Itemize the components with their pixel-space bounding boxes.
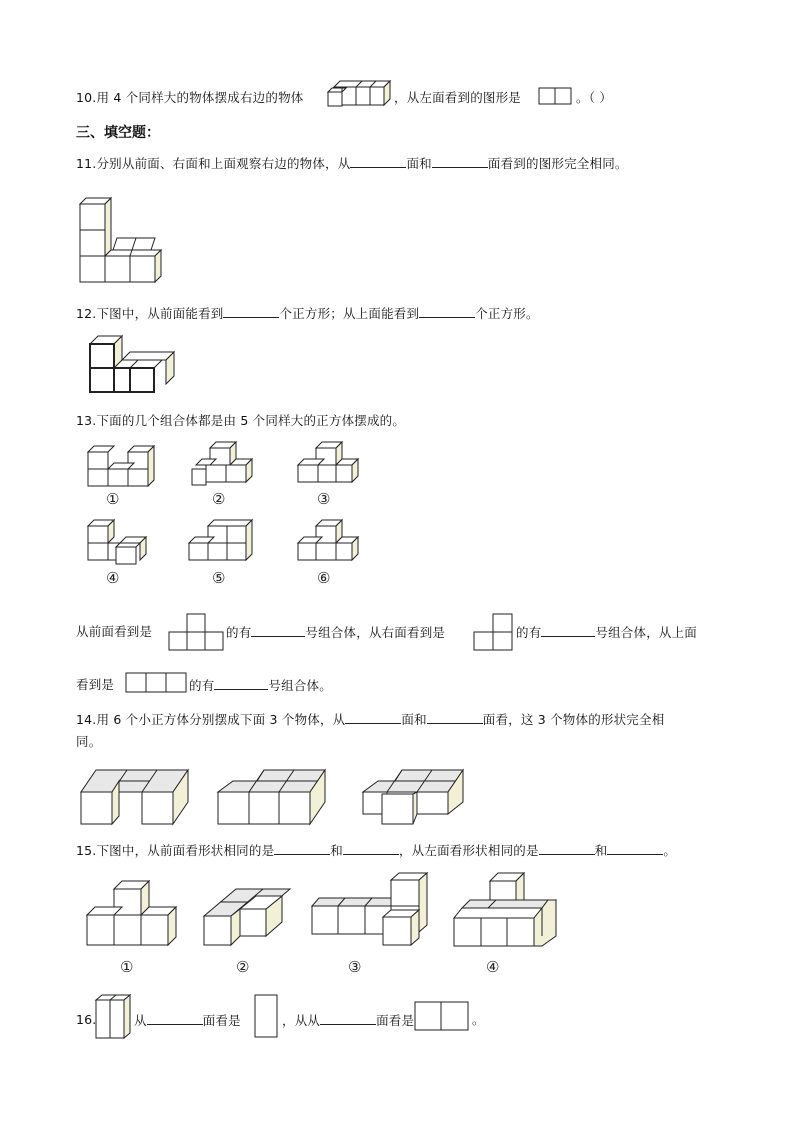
- q16-line-mid: [134, 1012, 241, 1029]
- q13-body-2: [190, 440, 260, 488]
- q15-label-3: ③: [348, 958, 362, 976]
- q11-blank-1[interactable]: [350, 155, 406, 168]
- q16-object-figure: [94, 994, 134, 1040]
- q15-line: [76, 842, 676, 859]
- q11-text-a: 11.分别从前面、右面和上面观察右边的物体，从: [76, 156, 351, 171]
- q16-view-wide-figure: [414, 1001, 472, 1033]
- q13-line2-rest: [189, 677, 332, 694]
- q14-text-a: 14.用 6 个小正方体分别摆成下面 3 个物体，从: [76, 712, 346, 727]
- q12-figure: [86, 332, 180, 398]
- q13-front-view-figure: [167, 612, 227, 652]
- q14-text-d: 同。: [76, 734, 102, 749]
- q11-blank-2[interactable]: [432, 155, 488, 168]
- q13-body-3: [296, 440, 366, 488]
- q13-body-6: [296, 517, 366, 567]
- q16-text-c: 面看是: [202, 1013, 241, 1028]
- q15-text-d: 和: [594, 843, 608, 858]
- q16-text-d: ，从: [282, 1013, 308, 1028]
- q10-text-c: 。（ ）: [576, 90, 613, 105]
- q15-label-1: ①: [120, 958, 134, 976]
- q13-body-5: [188, 517, 258, 567]
- q15-text-b: 和: [330, 843, 343, 858]
- q15-blank-1[interactable]: [274, 842, 330, 855]
- q15-text-c: ，从左面看形状相同的是: [398, 843, 539, 858]
- q16-text-b: 从: [134, 1013, 147, 1028]
- q13-label-2: ②: [212, 490, 226, 508]
- q11-line: [76, 155, 628, 172]
- q15-figure-1: [86, 872, 182, 952]
- q15-blank-4[interactable]: [607, 842, 663, 855]
- q13-line1-d: 的有: [516, 625, 542, 640]
- q10-left-view-figure: [538, 87, 574, 107]
- q15-label-4: ④: [486, 958, 500, 976]
- q14-text-c: 面看，这 3 个物体的形状完全相: [482, 712, 665, 727]
- q14-text-b: 面和: [401, 712, 427, 727]
- q16-text-a: 16.: [76, 1012, 97, 1027]
- q10-text-a: 10.用 4 个同样大的物体摆成右边的物体: [76, 90, 304, 105]
- q12-line: [76, 305, 539, 322]
- q13-line2-a: 看到是: [76, 677, 115, 692]
- q13-label-3: ③: [317, 490, 331, 508]
- q13-blank-3[interactable]: [214, 677, 268, 690]
- q16-view-tall-figure: [254, 994, 280, 1040]
- q10-object-figure: [322, 80, 392, 110]
- q14-line: [76, 711, 664, 728]
- q13-label-4: ④: [106, 569, 120, 587]
- q14-object-1: [78, 766, 193, 826]
- q14-object-2: [215, 766, 330, 826]
- q13-label-6: ⑥: [317, 569, 331, 587]
- q16-text-f: 。: [472, 1012, 485, 1027]
- q16-blank-1[interactable]: [147, 1012, 203, 1025]
- q15-blank-2[interactable]: [343, 842, 399, 855]
- section-title: 三、填空题：: [76, 125, 160, 141]
- q12-text-a: 12.下图中，从前面能看到: [76, 306, 224, 321]
- q13-label-5: ⑤: [212, 569, 226, 587]
- q13-label-1: ①: [106, 490, 120, 508]
- q16-blank-2[interactable]: [320, 1012, 376, 1025]
- q13-line1-end: [516, 624, 697, 641]
- q13-line2-b: 的有: [189, 678, 215, 693]
- q13-line2-c: 号组合体。: [268, 678, 332, 693]
- q11-text-b: 面和: [406, 156, 432, 171]
- q15-label-2: ②: [236, 958, 250, 976]
- q15-blank-3[interactable]: [539, 842, 595, 855]
- q15-figure-2: [200, 872, 296, 952]
- q13-line1-c: 号组合体，从右面看到是: [305, 625, 446, 640]
- q13-line1-a: 从前面看到是: [76, 624, 153, 639]
- q12-blank-2[interactable]: [419, 305, 475, 318]
- q14-blank-2[interactable]: [427, 711, 483, 724]
- q13-body-1: [85, 440, 155, 488]
- q13-body-4: [85, 517, 155, 567]
- q13-right-view-figure: [472, 612, 516, 652]
- q11-text-c: 面看到的图形完全相同。: [487, 156, 628, 171]
- q14-object-3: [360, 766, 475, 826]
- q13-top-view-figure: [124, 671, 190, 695]
- q12-text-c: 个正方形。: [475, 306, 539, 321]
- q15-figure-4: [452, 872, 558, 952]
- q13-blank-1[interactable]: [251, 624, 305, 637]
- q15-text-a: 15.下图中，从前面看形状相同的是: [76, 843, 275, 858]
- q16-text-e: 面看是: [376, 1013, 415, 1028]
- q13-line1-e: 号组合体，从上面: [595, 625, 698, 640]
- q16-line-end: [282, 1012, 414, 1029]
- q12-text-b: 个正方形；从上面能看到: [279, 306, 420, 321]
- q15-text-e: 。: [663, 843, 677, 858]
- q11-figure: [76, 195, 168, 287]
- q13-line1-mid: [226, 624, 445, 641]
- q13-intro: 13.下面的几个组合体都是由 5 个同样大的正方体摆成的。: [76, 413, 406, 428]
- q10-text-b: ，从左面看到的图形是: [394, 90, 522, 105]
- q14-blank-1[interactable]: [345, 711, 401, 724]
- q16-text-d2: 从: [307, 1013, 321, 1028]
- q12-blank-1[interactable]: [223, 305, 279, 318]
- q10-line: [76, 90, 303, 106]
- q13-line1-b: 的有: [226, 625, 252, 640]
- q15-figure-3: [308, 872, 432, 952]
- q13-blank-2[interactable]: [541, 624, 595, 637]
